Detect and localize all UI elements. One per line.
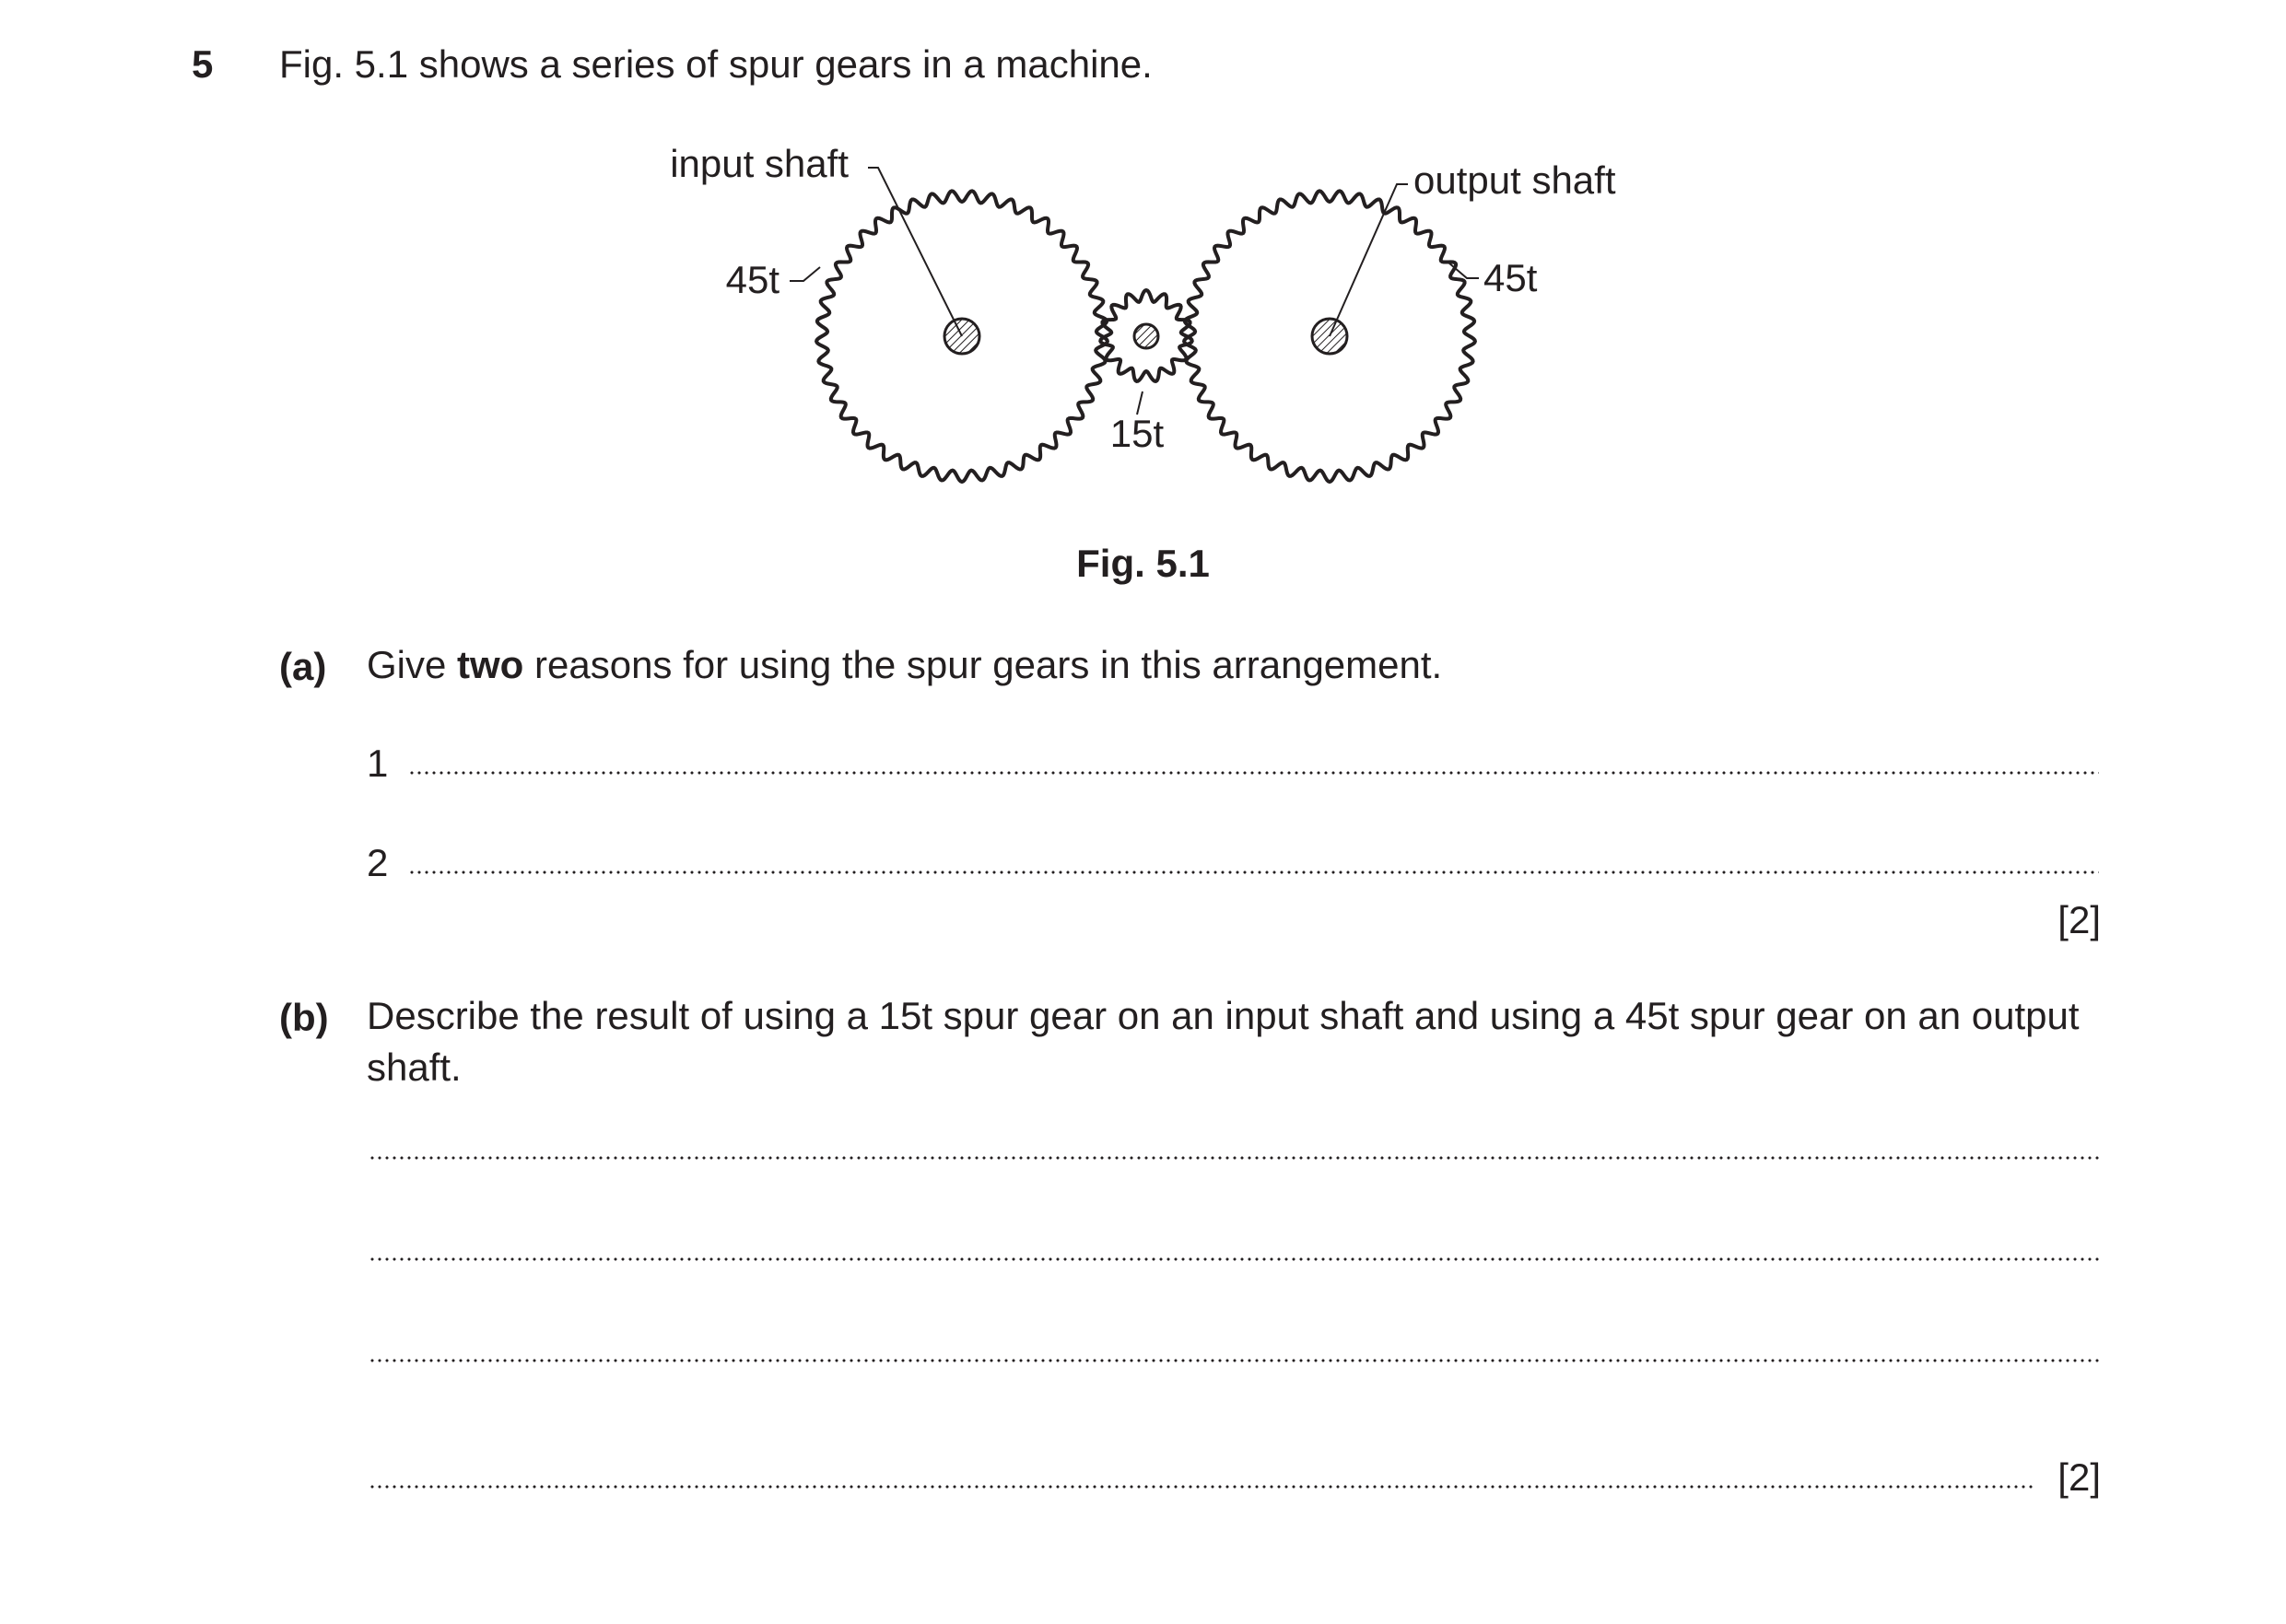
middle-gear-teeth-label: 15t [1109,412,1165,455]
answer-number-1: 1 [367,742,389,785]
left-gear-teeth-label: 45t [725,258,780,301]
dotted-line [369,1257,2099,1261]
part-a-marks: [2] [2057,898,2101,941]
part-b-label: (b) [279,996,329,1039]
spur-gears-figure [636,129,1686,516]
middle-shaft-hub [1134,324,1158,348]
answer-line-b2[interactable] [369,1257,2099,1272]
question-stem: Fig. 5.1 shows a series of spur gears in a machine. [279,42,1153,86]
dotted-line [369,1156,2099,1160]
answer-line-b3[interactable] [369,1359,2099,1373]
part-b-question: Describe the result of using a 15t spur gear on an input shaft and using a 45t spur gear on an output shaft. [367,994,2080,1089]
part-a-label: (a) [279,645,327,688]
answer-line-b4[interactable] [369,1455,2101,1500]
figure-caption: Fig. 5.1 [1076,542,1210,585]
dotted-line [369,1485,2035,1489]
part-a-text-start: Give [367,643,458,686]
left-gear-leader [790,267,820,281]
answer-line-a1[interactable] [367,742,2099,786]
part-a-question [367,639,1442,691]
answer-line-a2[interactable] [367,841,2099,885]
dotted-line [369,1359,2099,1362]
right-gear-teeth-label: 45t [1483,256,1538,299]
part-a-text-end: reasons for using the spur gears in this arrangement. [523,643,1443,686]
answer-line-b1[interactable] [369,1156,2099,1171]
part-b-marks: [2] [2057,1455,2101,1499]
output-shaft-label: output shaft [1413,158,1616,202]
dotted-line [408,771,2099,775]
answer-number-2: 2 [367,841,389,884]
part-a-emphasis: two [457,643,524,686]
input-shaft-label: input shaft [670,142,849,185]
dotted-line [408,870,2099,874]
question-number: 5 [192,42,214,86]
